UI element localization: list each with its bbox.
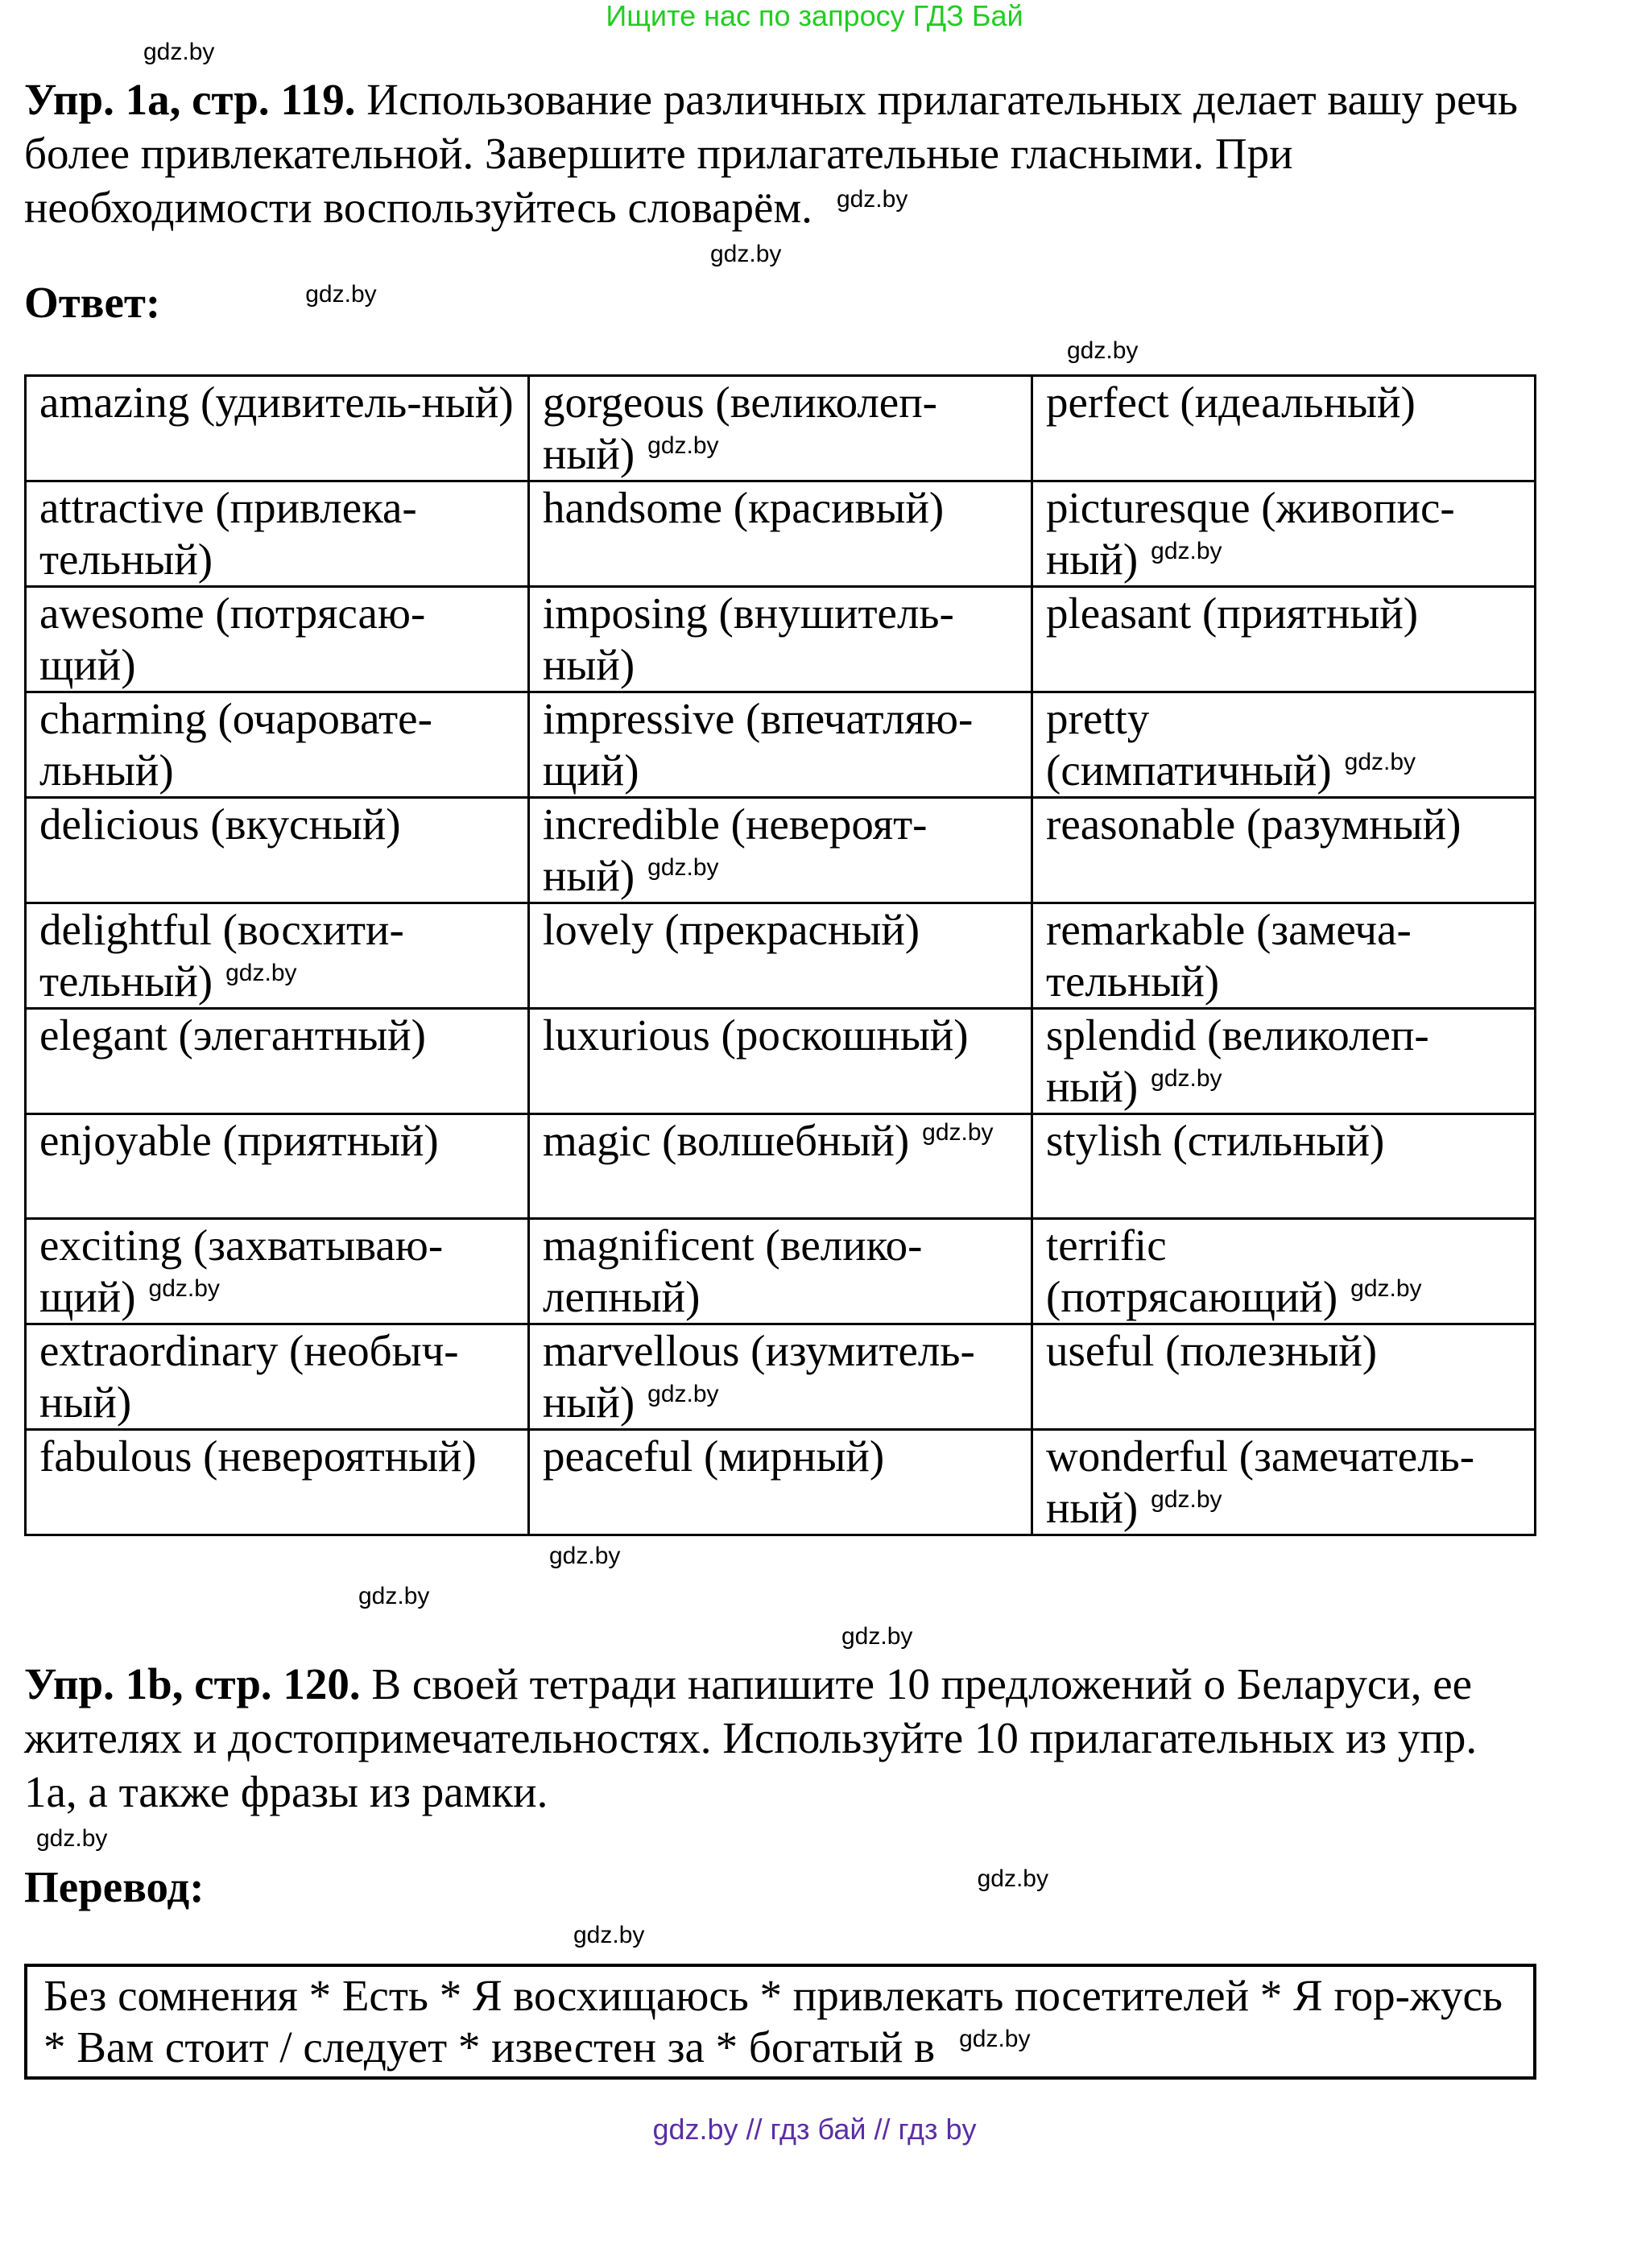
cell-text: delightful (восхити-тельный) <box>39 905 404 1006</box>
table-cell <box>26 1009 529 1114</box>
watermark: gdz.by <box>358 1583 430 1609</box>
cell-text: imposing (внушитель-ный) <box>543 589 954 689</box>
cell-text: magic (волшебный) <box>543 1116 910 1165</box>
exercise-label: Упр. 1b, стр. 120. <box>24 1659 361 1708</box>
table-row <box>26 376 1536 481</box>
cell-text: delicious (вкусный) <box>39 799 401 849</box>
cell-text: amazing (удивитель-ный) <box>39 378 514 427</box>
table-row <box>26 1324 1536 1430</box>
table-cell <box>529 1430 1032 1535</box>
table-cell <box>529 692 1032 798</box>
table-row <box>26 903 1536 1009</box>
table-cell <box>26 376 529 481</box>
table-row <box>26 1114 1536 1219</box>
page <box>24 0 1536 2147</box>
table-cell <box>1032 1114 1536 1219</box>
cell-text: marvellous (изумитель-ный) <box>543 1326 975 1427</box>
table-cell <box>1032 692 1536 798</box>
watermark: gdz.by <box>647 1380 719 1407</box>
watermark: gdz.by <box>647 853 719 881</box>
table-cell <box>1032 903 1536 1009</box>
table-row <box>26 1430 1536 1535</box>
watermark: gdz.by <box>1151 1064 1222 1092</box>
table-cell <box>26 1219 529 1324</box>
adjectives-table <box>24 374 1536 1536</box>
table-cell <box>26 587 529 692</box>
table-cell <box>1032 798 1536 903</box>
cell-text: stylish (стильный) <box>1046 1116 1385 1165</box>
cell-text: reasonable (разумный) <box>1046 799 1462 849</box>
exercise-text: В своей тетради напишите 10 предложений о Беларуси, ее жителях и достопримечательностях. Используйте 10 прилагательных из упр. 1a, а также фразы из рамки. <box>24 1659 1478 1816</box>
table-row <box>26 692 1536 798</box>
cell-text: charming (очаровате-льный) <box>39 694 432 795</box>
translation-heading-row <box>24 1859 1536 1915</box>
table-cell <box>529 1009 1032 1114</box>
watermark: gdz.by <box>959 2025 1031 2052</box>
watermark: gdz.by <box>225 959 297 986</box>
watermark: gdz.by <box>148 1274 220 1302</box>
watermark: gdz.by <box>1344 748 1416 775</box>
table-cell <box>26 1114 529 1219</box>
exercise-1a <box>24 72 1536 234</box>
cell-text: handsome (красивый) <box>543 483 945 532</box>
table-cell <box>26 481 529 587</box>
cell-text: useful (полезный) <box>1046 1326 1378 1375</box>
watermark: gdz.by <box>1151 537 1222 564</box>
table-cell <box>26 1324 529 1430</box>
footer-links[interactable]: gdz.by // гдз бай // гдз by <box>652 2113 977 2146</box>
table-cell <box>1032 1009 1536 1114</box>
cell-text: perfect (идеальный) <box>1046 378 1416 427</box>
watermark: gdz.by <box>573 1922 645 1948</box>
cell-text: elegant (элегантный) <box>39 1010 426 1060</box>
watermark: gdz.by <box>977 1865 1048 1892</box>
answer-heading: Ответ: <box>24 278 161 327</box>
cell-text: extraordinary (необыч-ный) <box>39 1326 459 1427</box>
watermark: gdz.by <box>305 280 377 308</box>
table-cell <box>529 798 1032 903</box>
table-cell <box>26 798 529 903</box>
table-row <box>26 587 1536 692</box>
watermark: gdz.by <box>922 1118 994 1146</box>
cell-text: peaceful (мирный) <box>543 1431 885 1481</box>
table-row <box>26 798 1536 903</box>
phrases-text: Без сомнения * Есть * Я восхищаюсь * привлекать посетителей * Я гор-жусь * Вам стоит / следует * известен за * богатый в <box>43 1971 1503 2072</box>
cell-text: exciting (захватываю-щий) <box>39 1221 444 1321</box>
watermark: gdz.by <box>841 1623 913 1650</box>
watermark-row <box>24 234 1536 275</box>
table-row <box>26 1009 1536 1114</box>
cell-text: pretty (симпатичный) <box>1046 694 1332 795</box>
table-row <box>26 1219 1536 1324</box>
exercise-1b <box>24 1657 1536 1819</box>
table-cell <box>26 692 529 798</box>
cell-text: magnificent (велико-лепный) <box>543 1221 923 1321</box>
table-cell <box>26 1430 529 1535</box>
translation-heading: Перевод: <box>24 1862 205 1911</box>
table-cell <box>1032 587 1536 692</box>
cell-text: splendid (великолеп-ный) <box>1046 1010 1429 1111</box>
table-cell <box>529 903 1032 1009</box>
watermark-row <box>24 1819 1536 1859</box>
cell-text: lovely (прекрасный) <box>543 905 920 954</box>
table-row <box>26 481 1536 587</box>
cell-text: gorgeous (великолеп-ный) <box>543 378 937 478</box>
watermark: gdz.by <box>549 1543 621 1569</box>
watermark-row <box>24 1915 1536 1956</box>
table-cell <box>1032 1430 1536 1535</box>
cell-text: impressive (впечатляю-щий) <box>543 694 974 795</box>
table-cell <box>26 903 529 1009</box>
watermark: gdz.by <box>647 432 719 459</box>
phrases-box <box>24 1964 1536 2080</box>
watermark-row <box>24 1576 1536 1617</box>
table-cell <box>1032 481 1536 587</box>
watermark-row <box>24 1617 1536 1657</box>
table-cell <box>1032 376 1536 481</box>
cell-text: wonderful (замечатель-ный) <box>1046 1431 1475 1532</box>
watermark: gdz.by <box>1151 1485 1222 1513</box>
cell-text: picturesque (живопис-ный) <box>1046 483 1455 584</box>
cell-text: fabulous (невероятный) <box>39 1431 477 1481</box>
watermark: gdz.by <box>143 39 215 65</box>
watermark: gdz.by <box>836 185 908 213</box>
search-hint-link[interactable]: Ищите нас по запросу ГДЗ Бай <box>606 0 1023 32</box>
cell-text: awesome (потрясаю-щий) <box>39 589 426 689</box>
table-cell <box>529 587 1032 692</box>
exercise-label: Упр. 1a, стр. 119. <box>24 75 356 124</box>
table-cell <box>1032 1324 1536 1430</box>
exercise-text: Использование различных прилагательных делает вашу речь более привлекательной. Завершите прилагательные гласными. При необходимости воспользуйтесь словарём. <box>24 75 1518 232</box>
watermark: gdz.by <box>1067 337 1139 364</box>
table-cell <box>529 376 1032 481</box>
table-cell <box>529 1114 1032 1219</box>
cell-text: terrific (потрясающий) <box>1046 1221 1338 1321</box>
watermark-row <box>24 32 1536 72</box>
watermark: gdz.by <box>1350 1274 1422 1302</box>
watermark-row <box>24 1536 1536 1576</box>
answer-heading-row <box>24 275 1536 331</box>
table-cell <box>529 1324 1032 1430</box>
table-cell <box>529 481 1032 587</box>
cell-text: attractive (привлека-тельный) <box>39 483 417 584</box>
watermark: gdz.by <box>710 241 782 267</box>
cell-text: remarkable (замеча-тельный) <box>1046 905 1412 1006</box>
table-cell <box>1032 1219 1536 1324</box>
watermark: gdz.by <box>36 1825 108 1852</box>
cell-text: pleasant (приятный) <box>1046 589 1419 638</box>
cell-text: luxurious (роскошный) <box>543 1010 969 1060</box>
cell-text: incredible (невероят-ный) <box>543 799 928 900</box>
watermark-row <box>24 331 1536 371</box>
cell-text: enjoyable (приятный) <box>39 1116 439 1165</box>
table-cell <box>529 1219 1032 1324</box>
